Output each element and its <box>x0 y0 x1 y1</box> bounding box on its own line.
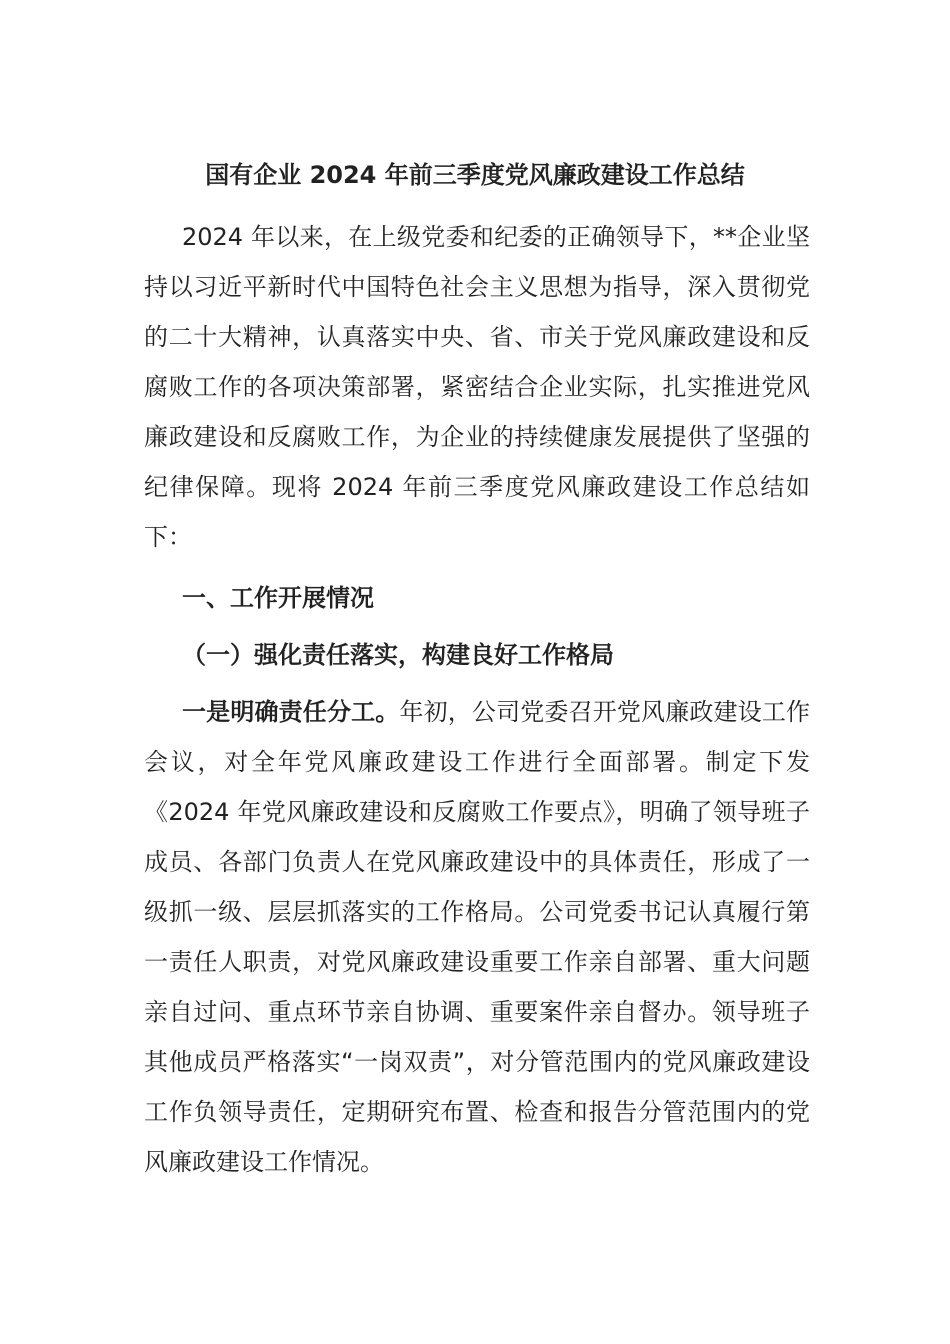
point-1-paragraph <box>144 687 810 1187</box>
subsection-heading-1: （一）强化责任落实，构建良好工作格局 <box>182 641 614 669</box>
section-heading-1: 一、工作开展情况 <box>182 584 374 612</box>
point-1-lead: 一是明确责任分工。 <box>182 698 400 726</box>
point-1-body: 年初，公司党委召开党风廉政建设工作会议，对全年党风廉政建设工作进行全面部署。制定下发《2024 年党风廉政建设和反腐败工作要点》，明确了领导班子成员、各部门负责人在党风廉政建设中的具体责任，形成了一级抓一级、层层抓落实的工作格局。公司党委书记认真履行第一责任人职责，对党风廉政建设重要工作亲自部署、重大问题亲自过问、重点环节亲自协调、重要案件亲自督办。领导班子其他成员严格落实“一岗双责”，对分管范围内的党风廉政建设工作负领导责任，定期研究布置、检查和报告分管范围内的党风廉政建设工作情况。 <box>144 698 811 1176</box>
document-title: 国有企业 2024 年前三季度党风廉政建设工作总结 <box>205 161 745 189</box>
intro-paragraph: 2024 年以来，在上级党委和纪委的正确领导下，**企业坚持以习近平新时代中国特色社会主义思想为指导，深入贯彻党的二十大精神，认真落实中央、省、市关于党风廉政建设和反腐败工作的各项决策部署，紧密结合企业实际，扎实推进党风廉政建设和反腐败工作，为企业的持续健康发展提供了坚强的纪律保障。现将 2024 年前三季度党风廉政建设工作总结如下： <box>144 223 810 551</box>
